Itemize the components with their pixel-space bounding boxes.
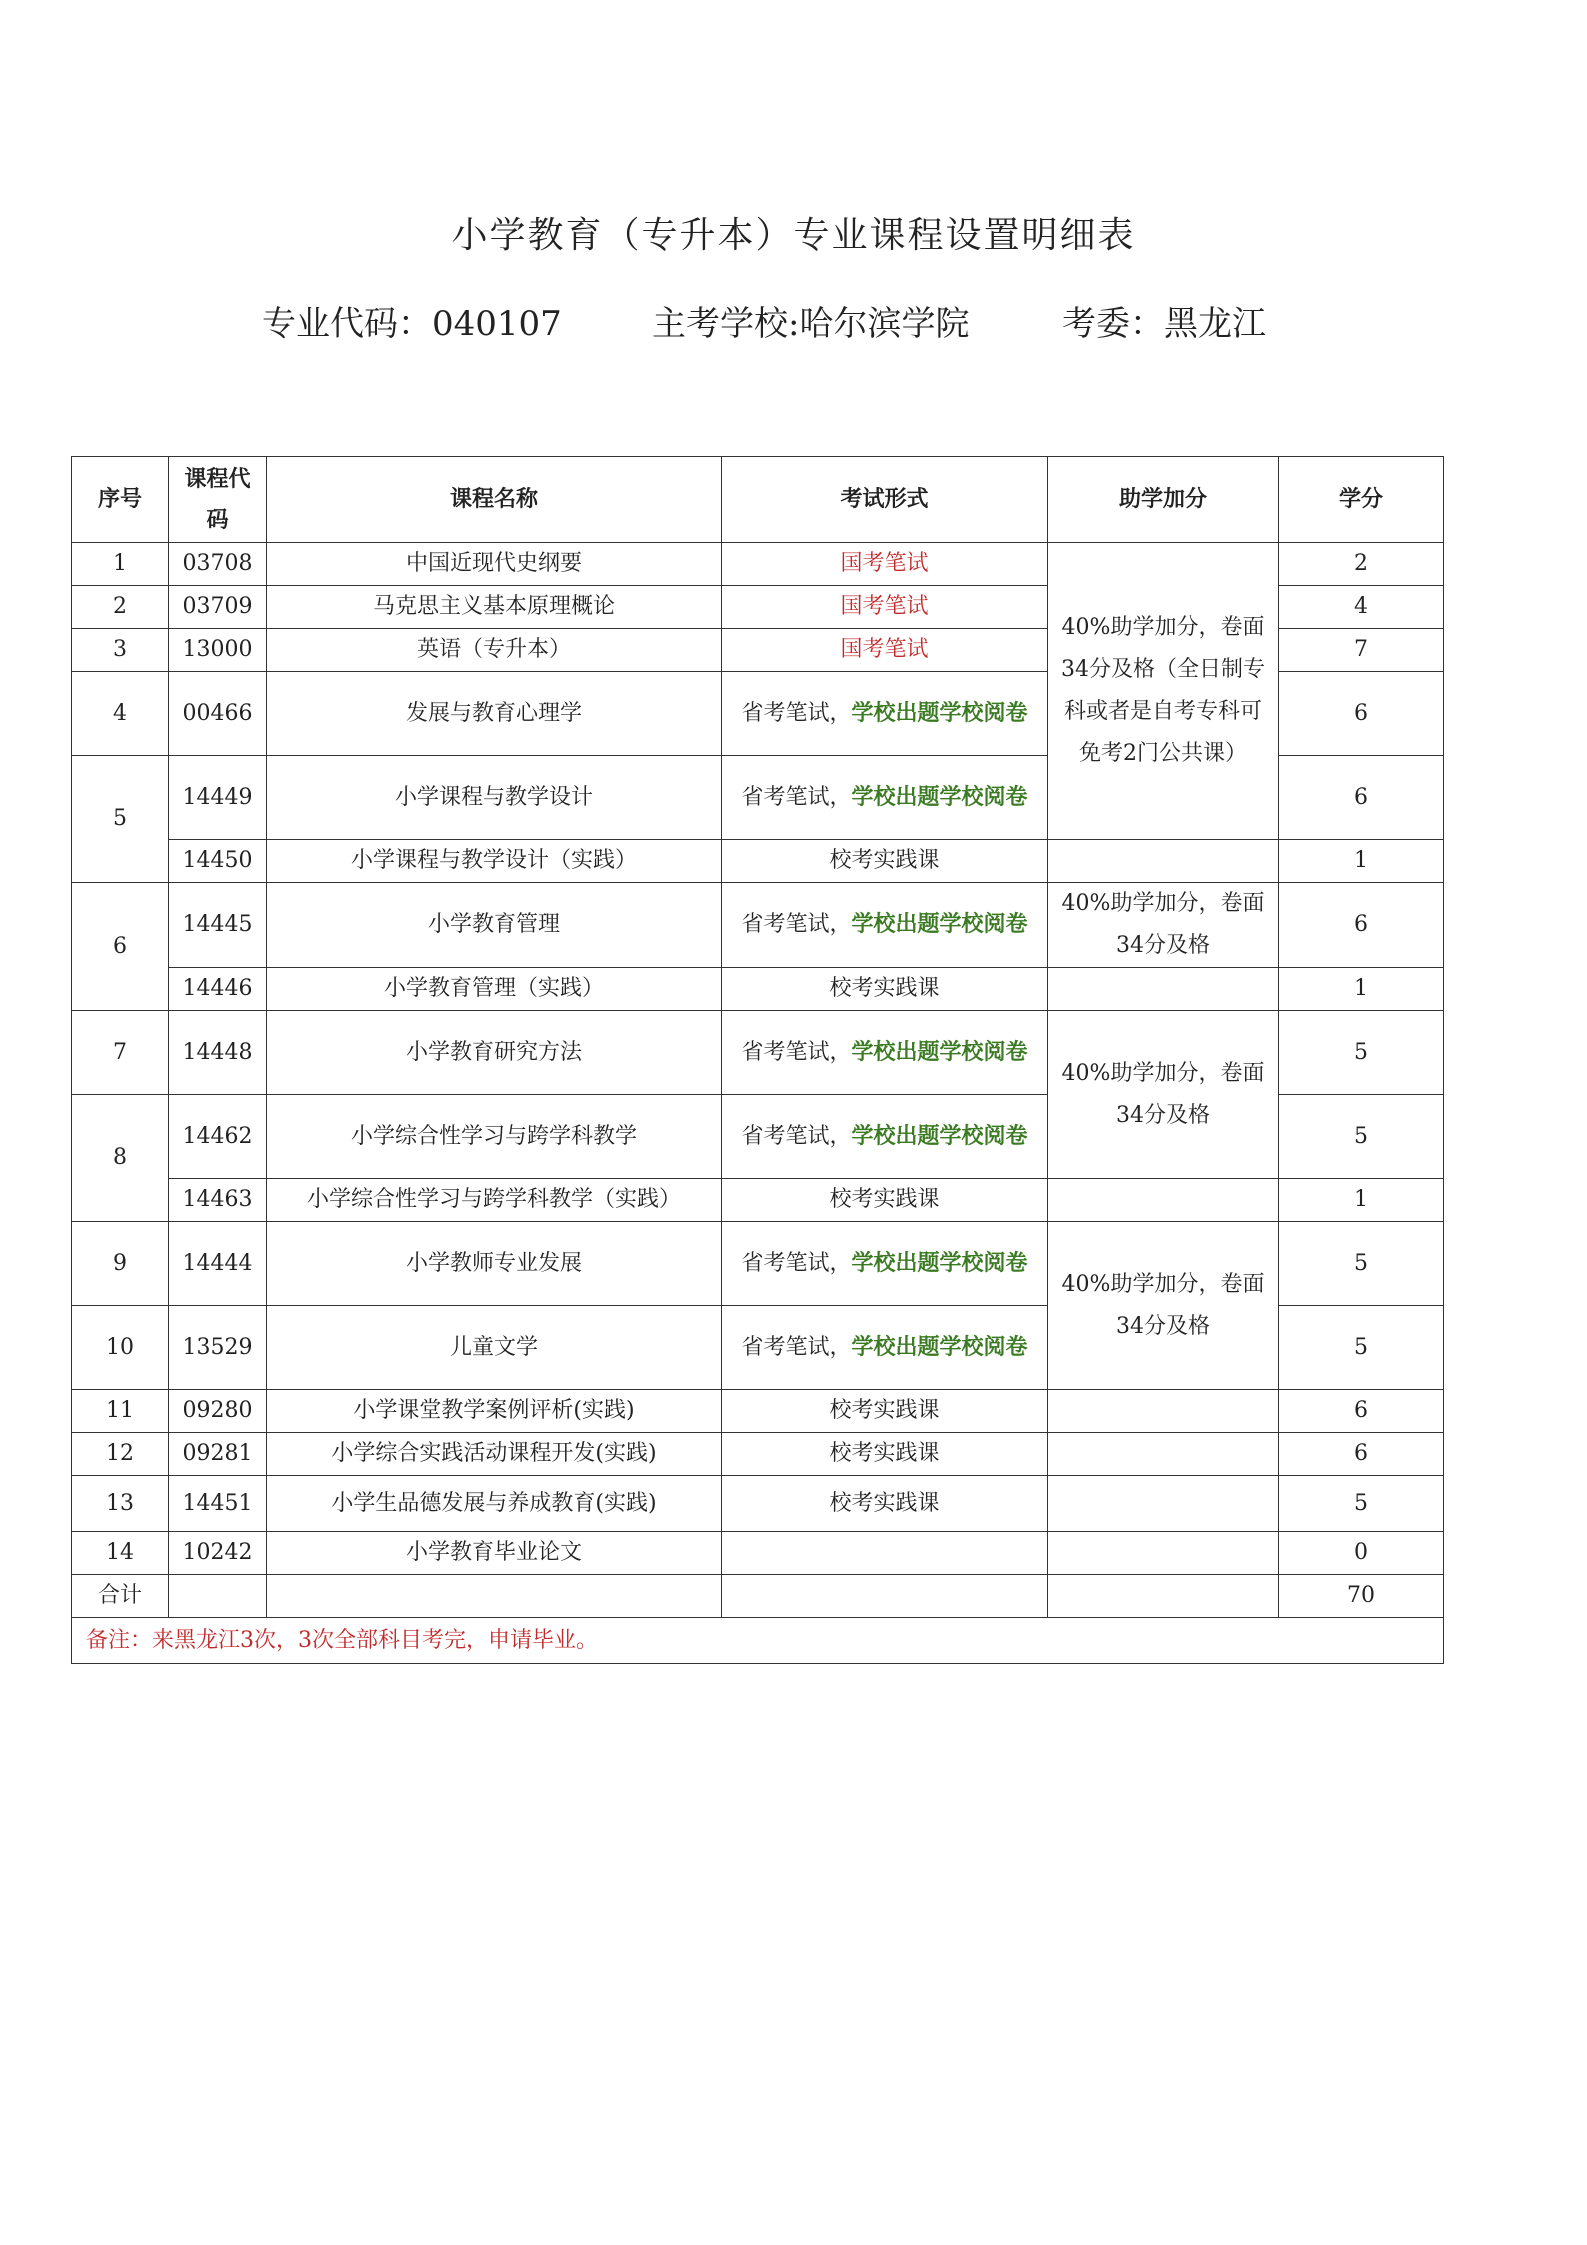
- cell-credit: 6: [1279, 1390, 1444, 1433]
- cell-exam: [722, 1011, 1048, 1095]
- cell-credit: 1: [1279, 968, 1444, 1011]
- cell-credit: 6: [1279, 756, 1444, 840]
- cell-name: 小学教育管理: [267, 883, 722, 968]
- cell-bonus: 40%助学加分，卷面34分及格: [1048, 1011, 1279, 1179]
- total-credit: 70: [1279, 1575, 1444, 1618]
- cell-name: 英语（专升本）: [267, 629, 722, 672]
- cell-name: [267, 1575, 722, 1618]
- table-row: [72, 840, 1444, 883]
- cell-credit: 4: [1279, 586, 1444, 629]
- cell-credit: 1: [1279, 840, 1444, 883]
- exam-committee: 考委：黑龙江: [1062, 304, 1266, 344]
- header-code: 课程代码: [169, 457, 267, 543]
- cell-bonus: 40%助学加分，卷面34分及格: [1048, 1222, 1279, 1390]
- cell-exam: 校考实践课: [722, 1476, 1048, 1532]
- cell-name: 小学教师专业发展: [267, 1222, 722, 1306]
- cell-no: 10: [72, 1306, 169, 1390]
- exam-provincial-text: 省考笔试，: [741, 784, 852, 810]
- cell-credit: 5: [1279, 1476, 1444, 1532]
- cell-bonus: [1048, 968, 1279, 1011]
- cell-exam: [722, 672, 1048, 756]
- table-row: [72, 1179, 1444, 1222]
- cell-bonus: 40%助学加分，卷面34分及格: [1048, 883, 1279, 968]
- cell-code: 03709: [169, 586, 267, 629]
- cell-no: 1: [72, 543, 169, 586]
- cell-no: 12: [72, 1433, 169, 1476]
- cell-exam: 校考实践课: [722, 1433, 1048, 1476]
- exam-provincial-text: 省考笔试，: [741, 1039, 852, 1065]
- cell-exam: [722, 1095, 1048, 1179]
- cell-exam: [722, 756, 1048, 840]
- cell-exam: [722, 1306, 1048, 1390]
- cell-name: 小学教育毕业论文: [267, 1532, 722, 1575]
- cell-name: 小学课程与教学设计: [267, 756, 722, 840]
- cell-name: 中国近现代史纲要: [267, 543, 722, 586]
- table-row: [72, 1222, 1444, 1306]
- cell-code: [169, 1575, 267, 1618]
- cell-exam: 校考实践课: [722, 1390, 1048, 1433]
- exam-school-text: 学校出题学校阅卷: [851, 1123, 1028, 1149]
- cell-no: 8: [72, 1095, 169, 1222]
- exam-provincial-text: 省考笔试，: [741, 912, 852, 937]
- cell-code: 14444: [169, 1222, 267, 1306]
- cell-bonus: [1048, 840, 1279, 883]
- cell-exam: [722, 1575, 1048, 1618]
- table-header-row: [72, 457, 1444, 543]
- header-name: 课程名称: [267, 457, 722, 543]
- cell-name: 小学生品德发展与养成教育(实践): [267, 1476, 722, 1532]
- note-row: [72, 1618, 1444, 1664]
- exam-school-text: 学校出题学校阅卷: [851, 1039, 1028, 1065]
- total-label: 合计: [72, 1575, 169, 1618]
- total-row: [72, 1575, 1444, 1618]
- header-credit: 学分: [1279, 457, 1444, 543]
- cell-name: 小学课堂教学案例评析(实践): [267, 1390, 722, 1433]
- cell-bonus: [1048, 1433, 1279, 1476]
- cell-no: 2: [72, 586, 169, 629]
- cell-exam: 国考笔试: [722, 629, 1048, 672]
- cell-name: 小学教育管理（实践）: [267, 968, 722, 1011]
- exam-school-text: 学校出题学校阅卷: [851, 1334, 1028, 1360]
- cell-exam: 校考实践课: [722, 968, 1048, 1011]
- cell-no: 11: [72, 1390, 169, 1433]
- cell-name: 小学课程与教学设计（实践）: [267, 840, 722, 883]
- cell-code: 09280: [169, 1390, 267, 1433]
- cell-exam: 国考笔试: [722, 586, 1048, 629]
- cell-bonus: [1048, 1575, 1279, 1618]
- cell-name: 小学综合性学习与跨学科教学: [267, 1095, 722, 1179]
- cell-bonus: 40%助学加分，卷面34分及格（全日制专科或者是自考专科可免考2门公共课）: [1048, 543, 1279, 840]
- exam-school-text: 学校出题学校阅卷: [851, 912, 1028, 937]
- cell-credit: 6: [1279, 672, 1444, 756]
- cell-exam: [722, 1532, 1048, 1575]
- cell-exam: 校考实践课: [722, 1179, 1048, 1222]
- table-row: [72, 1390, 1444, 1433]
- header-no: 序号: [72, 457, 169, 543]
- cell-code: 00466: [169, 672, 267, 756]
- page-title: 小学教育（专升本）专业课程设置明细表: [451, 215, 1136, 256]
- cell-code: 14462: [169, 1095, 267, 1179]
- cell-name: 小学教育研究方法: [267, 1011, 722, 1095]
- cell-code: 13000: [169, 629, 267, 672]
- cell-exam: [722, 883, 1048, 968]
- cell-code: 09281: [169, 1433, 267, 1476]
- cell-bonus: [1048, 1390, 1279, 1433]
- cell-credit: 6: [1279, 883, 1444, 968]
- cell-exam: 国考笔试: [722, 543, 1048, 586]
- cell-name: 儿童文学: [267, 1306, 722, 1390]
- cell-no: 3: [72, 629, 169, 672]
- cell-no: 9: [72, 1222, 169, 1306]
- note-text: 备注：来黑龙江3次，3次全部科目考完，申请毕业。: [72, 1618, 1444, 1664]
- header-bonus: 助学加分: [1048, 457, 1279, 543]
- cell-exam: 校考实践课: [722, 840, 1048, 883]
- cell-credit: 5: [1279, 1306, 1444, 1390]
- cell-code: 14450: [169, 840, 267, 883]
- cell-code: 14449: [169, 756, 267, 840]
- cell-code: 14448: [169, 1011, 267, 1095]
- cell-code: 14463: [169, 1179, 267, 1222]
- table-row: [72, 1532, 1444, 1575]
- cell-credit: 5: [1279, 1011, 1444, 1095]
- cell-credit: 0: [1279, 1532, 1444, 1575]
- cell-name: 发展与教育心理学: [267, 672, 722, 756]
- cell-bonus: [1048, 1532, 1279, 1575]
- cell-no: 5: [72, 756, 169, 883]
- cell-no: 13: [72, 1476, 169, 1532]
- cell-name: 小学综合实践活动课程开发(实践): [267, 1433, 722, 1476]
- cell-credit: 7: [1279, 629, 1444, 672]
- table-row: [72, 883, 1444, 968]
- table-row: [72, 1476, 1444, 1532]
- host-school: 主考学校:哈尔滨学院: [652, 304, 970, 344]
- cell-code: 13529: [169, 1306, 267, 1390]
- major-code: 专业代码：040107: [262, 304, 562, 344]
- cell-no: 7: [72, 1011, 169, 1095]
- exam-provincial-text: 省考笔试，: [741, 1334, 852, 1360]
- table-row: [72, 1011, 1444, 1095]
- exam-provincial-text: 省考笔试，: [741, 1250, 852, 1276]
- exam-school-text: 学校出题学校阅卷: [851, 1250, 1028, 1276]
- cell-code: 14451: [169, 1476, 267, 1532]
- cell-credit: 5: [1279, 1095, 1444, 1179]
- cell-name: 小学综合性学习与跨学科教学（实践）: [267, 1179, 722, 1222]
- table-row: [72, 543, 1444, 586]
- exam-provincial-text: 省考笔试，: [741, 1123, 852, 1149]
- cell-no: 4: [72, 672, 169, 756]
- table-row: [72, 1433, 1444, 1476]
- cell-credit: 1: [1279, 1179, 1444, 1222]
- cell-exam: [722, 1222, 1048, 1306]
- cell-code: 10242: [169, 1532, 267, 1575]
- table-row: [72, 968, 1444, 1011]
- exam-provincial-text: 省考笔试，: [741, 700, 852, 726]
- cell-bonus: [1048, 1476, 1279, 1532]
- cell-code: 14446: [169, 968, 267, 1011]
- cell-no: 14: [72, 1532, 169, 1575]
- subtitle-line: [262, 296, 1266, 345]
- course-table: [71, 456, 1444, 1664]
- cell-credit: 6: [1279, 1433, 1444, 1476]
- cell-credit: 2: [1279, 543, 1444, 586]
- cell-bonus: [1048, 1179, 1279, 1222]
- cell-name: 马克思主义基本原理概论: [267, 586, 722, 629]
- exam-school-text: 学校出题学校阅卷: [851, 700, 1028, 726]
- cell-code: 03708: [169, 543, 267, 586]
- exam-school-text: 学校出题学校阅卷: [851, 784, 1028, 810]
- cell-credit: 5: [1279, 1222, 1444, 1306]
- cell-no: 6: [72, 883, 169, 1011]
- cell-code: 14445: [169, 883, 267, 968]
- header-exam: 考试形式: [722, 457, 1048, 543]
